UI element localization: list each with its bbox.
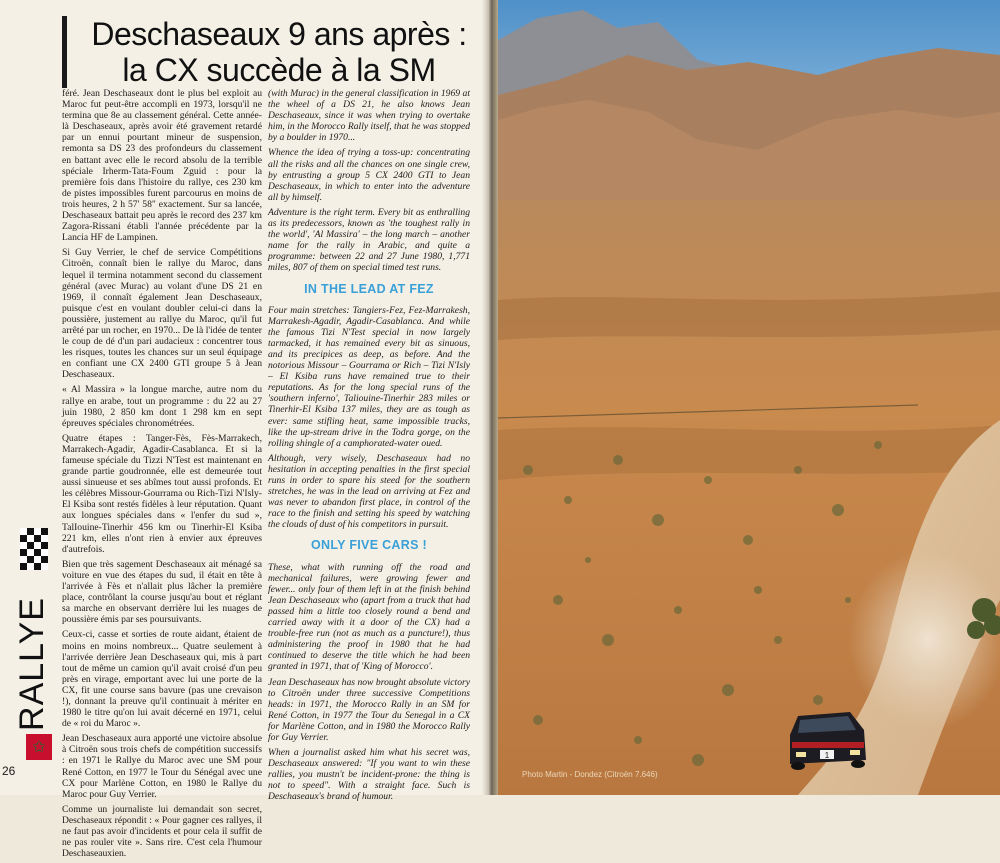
rally-photo (498, 0, 1000, 795)
section-label-rallye: RALLYE (13, 597, 51, 731)
article-headline (62, 16, 485, 88)
section-sidebar (14, 528, 50, 760)
english-paragraph: Adventure is the right term. Every bit as enthralling as its predecessors, known as 'the toughest rally in the world', 'Al Massira' – the long march – another name for the rally in Arabic, and quite a programme: between 22 and 27 June 1980, 1,771 miles, 807 of them on special timed test runs. (268, 206, 470, 274)
morocco-flag-icon (26, 734, 52, 760)
shadow-band (498, 425, 1000, 480)
french-paragraph: Ceux-ci, casse et sorties de route aidant, étaient de moins en moins nombreux... Quatre seulement à l'arrivée derrière Jean Deschaseaux qui, mis à part tout de même un camion qu'il avait croisé d'un peu près en virage, emportant avec lui une porte de la CX, fit une course sans bavure (pas une crevaison !), donnant la preuve qu'il continuait à mériter en 1980 le titre qu'on lui avait décerné en 1971, celui de « roi du Maroc ». (62, 629, 262, 730)
english-text-column (268, 88, 470, 807)
headline-line-2: la CX succède à la SM (122, 52, 436, 88)
french-paragraph: Jean Deschaseaux aura apporté une victoire absolue à Citroën sous trois chefs de compétition successifs : en 1971 le Rallye du Maroc avec une SM pour René Cotton, en 1977 le Tour du Sénégal avec une CX pour Marlène Cotton, en 1980 le Rallye du Maroc pour Guy Verrier. (62, 733, 262, 800)
french-paragraph: féré. Jean Deschaseaux dont le plus bel exploit au Maroc fut peut-être accompli en 1973, lorsqu'il ne termina que 8e au classement général. Cette année-là Deschaseaux, après avoir été gravement retardé par un ennui pourtant mineur de suspension, remonta sa DS 23 des profondeurs du classement en battant avec elle le record absolu de la terrible spéciale Irherm-Tata-Foum Zguid : pour la première fois dans l'histoire du rallye, ces 230 km de pistes impossibles furent parcourus en moins de trois heures, 2 h 57' 58" exactement. Sur sa lancée, Deschaseaux battait peu après le record des 237 km Zagora-Rissani établi l'année précédente par la Lancia HF de Lampinen. (62, 88, 262, 244)
page-number: 26 (2, 764, 16, 778)
english-paragraph: Whence the idea of trying a toss-up: concentrating all the risks and all the chances on one single crew, by entrusting a group 5 CX 2400 GTI to Jean Deschaseaux, in which to enter into the adventure all by himself. (268, 147, 470, 203)
photo-credit: Photo Martin - Dondez (Citroën 7.646) (522, 770, 658, 779)
english-paragraph: Jean Deschaseaux has now brought absolute victory to Citroën under three successive Competitions heads: in 1971, the Morocco Rally in an SM for René Cotton, in 1977 the Tour du Senegal in a CX for Marlène Cotton, and in 1980 the Morocco Rally for Guy Verrier. (268, 676, 470, 743)
magazine-spine (482, 0, 498, 795)
french-paragraph: Quatre étapes : Tanger-Fès, Fès-Marrakech, Marrakech-Agadir, Agadir-Casablanca. Et si la fameuse spéciale du Tizzi N'Test est maintenant en grande partie goudronnée, elle est demeurée tout aussi sinueuse et ses abîmes tout aussi profonds. Et les célèbres Missour-Gourrama ou Rich-Tizi N'Isly-El Ksiba sont restés fidèles à leur réputation. Quant aux longues spéciales dans « l'enfer du sud », TalIouine-Tinerhir 456 km ou Tinerhir-El Ksiba 221 km, elles n'ont rien à envier aux épreuves d'autrefois. (62, 432, 262, 555)
morocco-star-icon: ✩ (32, 737, 46, 756)
french-paragraph: Comme un journaliste lui demandait son secret, Deschaseaux répondit : « Pour gagner ces rallyes, il ne faut pas avoir d'incidents et pour cela il suffit de ne pas rouler vite ». Sans rire. C'est cela l'humour Deschaseauxien. (62, 803, 262, 860)
subhead-only-five-cars: ONLY FIVE CARS ! (311, 538, 427, 553)
english-paragraph: When a journalist asked him what his secret was, Deschaseaux answered: "If you want to win these rallies, you mustn't be incident-prone: the thing is not to speed". With a straight face. Such is Deschaseaux's brand of humour. (268, 747, 470, 803)
desert-landscape-image (498, 0, 1000, 795)
french-text-column (62, 88, 262, 863)
french-paragraph: Si Guy Verrier, le chef de service Compétitions Citroën, connaît bien le rallye du Maroc, dans lequel il termina notamment second du classement général (avec Murac) au volant d'une DS 21 en 1969, il connaît également Jean Deschaseaux, puisque c'est en voulant doubler celui-ci dans la poussière, justement au rallye du Maroc, qu'il fut arrêté par un rocher, en 1970... De là l'idée de tenter le coup de dé d'un pari audacieux : concentrer tous les risques, toutes les chances sur un seul équipage en confiant une CX 2400 GTI groupe 5 à Jean Deschaseaux. (62, 247, 262, 381)
subhead-lead-at-fez: IN THE LEAD AT FEZ (304, 281, 434, 296)
french-paragraph: Bien que très sagement Deschaseaux ait ménagé sa voiture en vue des étapes du sud, il était en tête à l'arrivée à Fès et n'allait plus lâcher la première place, contrôlant la course jusqu'au bout et réglant sa marche en observant derrière lui les nuages de poussière émis par ses poursuivants. (62, 558, 262, 626)
left-page (0, 0, 482, 860)
english-paragraph: (with Murac) in the general classification in 1969 at the wheel of a DS 21, he also knows Jean Deschaseaux, since it was when trying to overtake him, in the Morocco Rally itself, that he was stopped by a boulder in 1970... (268, 88, 470, 144)
english-paragraph: Four main stretches: Tangiers-Fez, Fez-Marrakesh, Marrakesh-Agadir, Agadir-Casablanca. And while the famous Tizi N'Test special in now largely tarmacked, it has remained every bit as sinuous, and its precipices as deep, as before. And the notorious Missour – Gourrama or Rich – Tizi N'Isly – El Ksiba runs have remained true to their reputations. As for the long special runs of the 'southern inferno', Taliouine-Tinerhir 283 miles or Tinerhir-El Ksiba 137 miles, they are as tough as ever: same stifling heat, same impossible tracks, like the up-stream drive in the Todra gorge, on the rolling shingle of a camphorated-water oued. (268, 304, 470, 449)
rally-car-cx (790, 712, 866, 770)
headline-line-1: Deschaseaux 9 ans après : (91, 16, 467, 52)
french-paragraph: « Al Massira » la longue marche, autre nom du rallye en arabe, tout un programme : du 22 au 27 juin 1980, 2 850 km dont 1 298 km en sept épreuves spéciales chronométrées. (62, 384, 262, 429)
english-paragraph: Although, very wisely, Deschaseaux had no hesitation in accepting penalties in the first special runs in order to spare his steed for the southern stretches, he was in the lead on arriving at Fez and was never to abandon first place, in control of the race to the finish and setting his speed by watching the clouds of dust of his competitors in pursuit. (268, 452, 470, 531)
car-number: 1 (824, 751, 830, 760)
checkered-flag-icon (20, 528, 48, 570)
english-paragraph: These, what with running off the road and mechanical failures, were growing fewer and fewer... only four of them left in at the finish behind Jean Deschaseaux who (apart from a truck that had passed him a little too closely round a bend and carried away with it a door of the CX) had a trouble-free run (not as much as a puncture!), thus administering the proof in 1980 that he had continued to deserve the title which he had been granted in 1971, that of 'King of Morocco'. (268, 561, 470, 673)
